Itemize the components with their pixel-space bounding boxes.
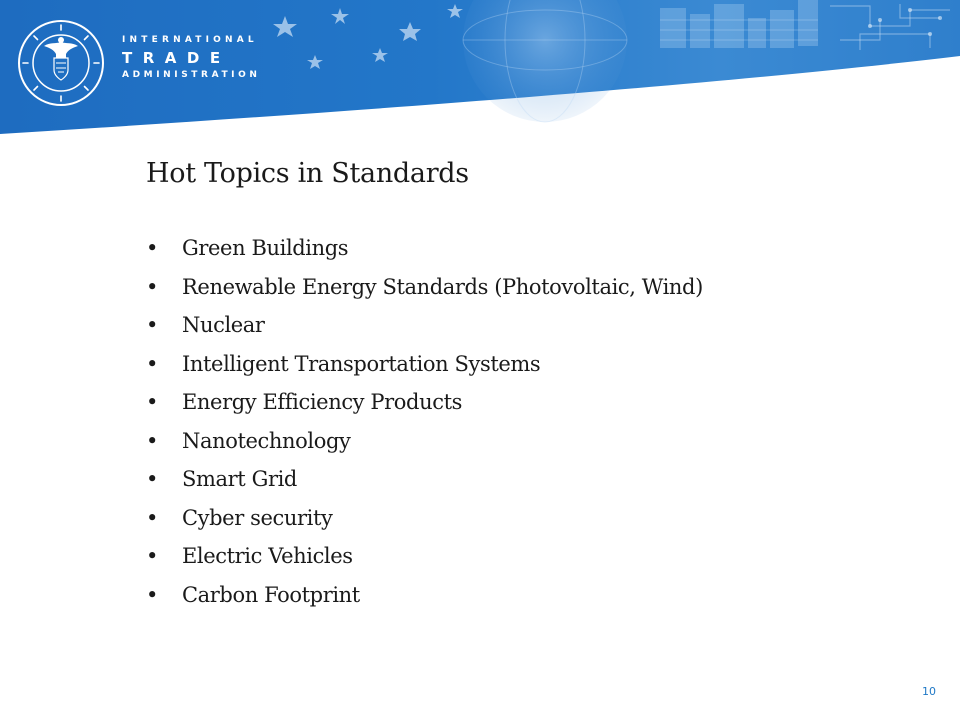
bullet-list	[146, 236, 703, 621]
bullet-dot-icon: •	[146, 274, 158, 299]
bullet-dot-icon: •	[146, 351, 158, 376]
bullet-text: Carbon Footprint	[182, 582, 360, 607]
bullet-dot-icon: •	[146, 467, 158, 491]
page-number: 10	[922, 685, 936, 698]
bullet-item	[146, 583, 703, 622]
bullet-text: Cyber security	[182, 505, 333, 530]
bullet-dot-icon: •	[146, 236, 158, 260]
bullet-text: Renewable Energy Standards (Photovoltaic, Wind)	[182, 274, 703, 299]
bullet-item	[146, 506, 703, 545]
bullet-dot-icon: •	[146, 505, 158, 530]
bullet-dot-icon: •	[146, 313, 158, 337]
bullet-item	[146, 352, 703, 391]
bullet-text: Nuclear	[182, 313, 265, 337]
bullet-item	[146, 467, 703, 506]
bullet-dot-icon: •	[146, 582, 158, 607]
bullet-text: Energy Efficiency Products	[182, 390, 462, 414]
bullet-item	[146, 275, 703, 314]
bullet-text: Electric Vehicles	[182, 544, 353, 568]
org-name-line1: INTERNATIONAL	[122, 35, 258, 45]
bullet-text: Intelligent Transportation Systems	[182, 351, 541, 376]
slide-title: Hot Topics in Standards	[146, 158, 469, 189]
bullet-dot-icon: •	[146, 428, 158, 453]
bullet-item	[146, 544, 703, 583]
bullet-item	[146, 390, 703, 429]
bullet-text: Nanotechnology	[182, 428, 351, 453]
bullet-item	[146, 313, 703, 352]
org-name-line2: TRADE	[122, 49, 231, 67]
organization-wordmark	[122, 36, 261, 80]
bullet-item	[146, 429, 703, 468]
bullet-dot-icon: •	[146, 544, 158, 568]
bullet-item	[146, 236, 703, 275]
bullet-dot-icon: •	[146, 390, 158, 414]
department-of-commerce-seal-icon	[16, 18, 106, 108]
bullet-text: Green Buildings	[182, 236, 349, 260]
org-name-line3: ADMINISTRATION	[122, 70, 261, 80]
bullet-text: Smart Grid	[182, 467, 297, 491]
